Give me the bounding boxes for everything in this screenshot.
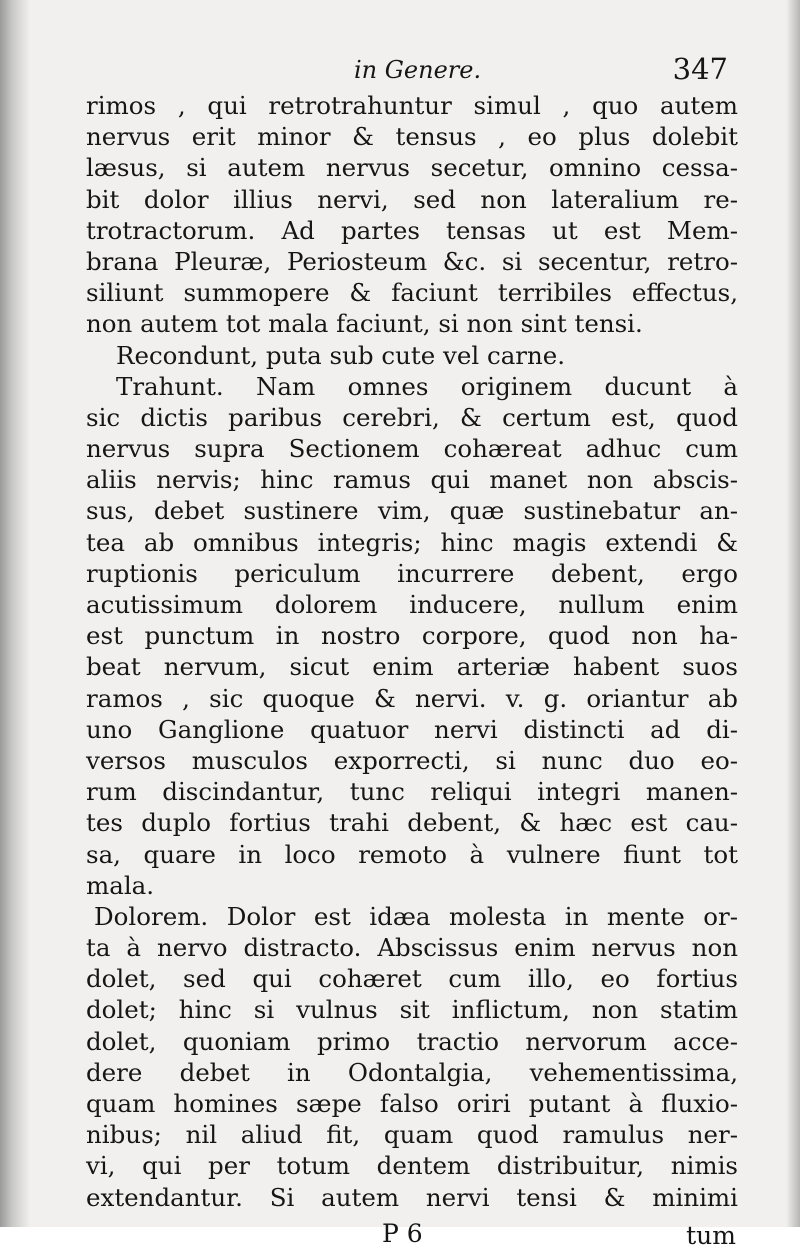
text-line: bit dolor illius nervi, sed non lateralium re- (86, 184, 738, 214)
catchword: tum (686, 1220, 736, 1250)
text-line: læsus, si autem nervus secetur, omnino cessa- (86, 153, 738, 183)
text-line: brana Pleuræ, Periosteum &c. si secentur, retro- (86, 246, 738, 276)
text-line: non autem tot mala faciunt, si non sint tensi. (86, 309, 643, 339)
text-line: nibus; nil aliud fit, quam quod ramulus ner- (86, 1120, 738, 1150)
text-line: dolet; hinc si vulnus sit inflictum, non statim (86, 995, 738, 1025)
page-gutter-shadow (0, 0, 30, 1227)
signature-mark: P 6 (382, 1218, 423, 1248)
text-line: Dolorem. Dolor est idæa molesta in mente or- (94, 901, 738, 931)
text-line: Trahunt. Nam omnes originem ducunt à (116, 371, 738, 401)
text-line: siliunt summopere & faciunt terribiles effectus, (86, 278, 738, 308)
text-line: ramos , sic quoque & nervi. v. g. oriantur ab (86, 683, 738, 713)
text-line: tes duplo fortius trahi debent, & hæc est cau- (86, 808, 738, 838)
text-line: vi, qui per totum dentem distribuitur, nimis (86, 1151, 738, 1181)
body-text (86, 90, 738, 1213)
running-head (86, 52, 738, 90)
text-line: versos musculos exporrecti, si nunc duo eo- (86, 745, 738, 775)
text-line: nervus supra Sectionem cohæreat adhuc cum (86, 434, 738, 464)
text-line: ruptionis periculum incurrere debent, ergo (86, 558, 738, 588)
text-line: sic dictis paribus cerebri, & certum est, quod (86, 402, 738, 432)
text-line: dolet, sed qui cohæret cum illo, eo fortius (86, 964, 738, 994)
text-block (86, 52, 738, 1253)
text-line: acutissimum dolorem inducere, nullum enim (86, 590, 738, 619)
text-line: quam homines sæpe falso oriri putant à fluxio- (86, 1089, 738, 1118)
text-line: sus, debet sustinere vim, quæ sustinebatur an- (86, 496, 738, 526)
text-line: extendantur. Si autem nervi tensi & minimi (86, 1182, 738, 1212)
page-footer (86, 1217, 738, 1253)
text-line: beat nervum, sicut enim arteriæ habent suos (86, 652, 738, 682)
page-number: 347 (672, 52, 728, 86)
text-line: trotractorum. Ad partes tensas ut est Mem- (86, 215, 738, 245)
text-line: uno Ganglione quatuor nervi distincti ad di- (86, 714, 738, 744)
text-line: sa, quare in loco remoto à vulnere fiunt tot (86, 839, 738, 869)
text-line: Recondunt, puta sub cute vel carne. (116, 340, 566, 370)
text-line: dolet, quoniam primo tractio nervorum acce- (86, 1026, 738, 1056)
running-head-title: in Genere. (354, 56, 482, 84)
text-line: rum discindantur, tunc reliqui integri manen- (86, 777, 738, 807)
text-line: est punctum in nostro corpore, quod non ha- (86, 621, 738, 651)
text-line: dere debet in Odontalgia, vehementissima, (86, 1057, 738, 1087)
text-line: tea ab omnibus integris; hinc magis extendi & (86, 527, 738, 557)
page-edge-shadow (786, 0, 800, 1227)
text-line: mala. (86, 870, 155, 900)
text-line: nervus erit minor & tensus , eo plus dolebit (86, 122, 738, 152)
text-line: rimos , qui retrotrahuntur simul , quo autem (86, 91, 738, 120)
text-line: ta à nervo distracto. Abscissus enim nervus non (86, 933, 738, 963)
text-line: aliis nervis; hinc ramus qui manet non abscis- (86, 465, 738, 495)
